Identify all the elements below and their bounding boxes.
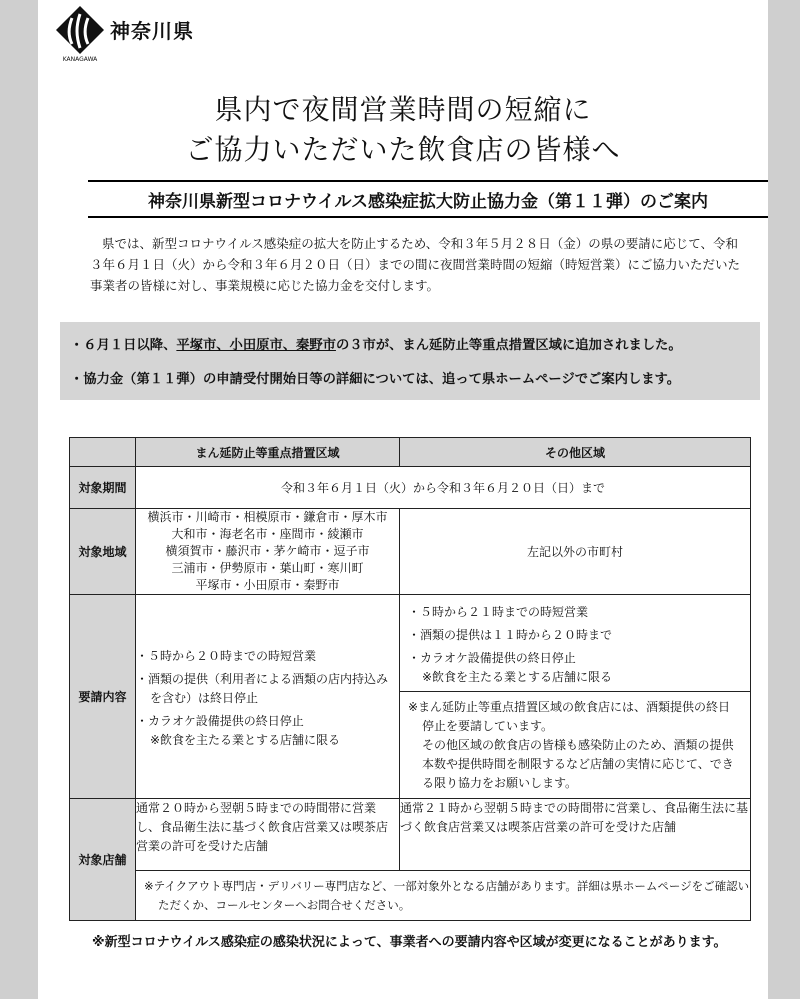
notice-line-1 bbox=[70, 334, 682, 353]
table-row-area bbox=[70, 509, 751, 595]
area-line: 横浜市・川崎市・相模原市・鎌倉市・厚木市 bbox=[147, 510, 388, 524]
request-item: ・酒類の提供（利用者による酒類の店内持込みを含む）は終日停止 bbox=[136, 672, 389, 705]
request-item: ・カラオケ設備提供の終日停止 bbox=[136, 714, 304, 728]
row-label-stores: 対象店舗 bbox=[70, 799, 136, 921]
request-note: ※飲食を主たる業とする店舗に限る bbox=[150, 733, 341, 747]
row-label-period: 対象期間 bbox=[70, 467, 136, 509]
area-line: 三浦市・伊勢原市・葉山町・寒川町 bbox=[171, 561, 364, 575]
footnote: ※新型コロナウイルス感染症の感染状況によって、事業者への要請内容や区域が変更になることがあります。 bbox=[92, 935, 727, 950]
priority-request-cell bbox=[136, 595, 400, 799]
intro-paragraph: 県では、新型コロナウイルス感染症の拡大を防止するため、令和３年５月２８日（金）の県の要請に応じて、令和３年６月１日（火）から令和３年６月２０日（日）までの間に夜間営業時間の短縮（時短営業）にご協力いただいた事業者の皆様に対し、事業規模に応じた協力金を交付します。 bbox=[90, 236, 741, 293]
table-row-period bbox=[70, 467, 751, 509]
other-area-value: 左記以外の市町村 bbox=[400, 509, 751, 595]
table-row-request bbox=[70, 595, 751, 799]
info-table bbox=[69, 437, 751, 921]
period-value: 令和３年６月１日（火）から令和３年６月２０日（日）まで bbox=[136, 467, 751, 509]
area-line: 大和市・海老名市・座間市・綾瀬市 bbox=[171, 527, 364, 541]
table-row-stores bbox=[70, 799, 751, 871]
other-request-remarks bbox=[400, 691, 750, 797]
other-stores-cell: 通常２１時から翌朝５時までの時間帯に営業し、食品衛生法に基づく飲食店営業又は喫茶店営業の許可を受けた店舗 bbox=[400, 799, 751, 871]
table-corner-cell bbox=[70, 438, 136, 467]
logo-text: 神奈川県 bbox=[110, 19, 194, 43]
request-item: ・酒類の提供は１１時から２０時まで bbox=[408, 628, 613, 642]
subtitle-banner: 神奈川県新型コロナウイルス感染症拡大防止協力金（第１１弾）のご案内 bbox=[88, 180, 768, 218]
stores-note: ※テイクアウト専門店・デリバリー専門店など、一部対象外となる店舗があります。詳細は県ホームページをご確認いただくか、コールセンターへお問合せください。 bbox=[136, 871, 751, 921]
column-header-other: その他区域 bbox=[400, 438, 751, 467]
title-line-2: ご協力いただいた飲食店の皆様へ bbox=[185, 133, 621, 166]
column-header-priority: まん延防止等重点措置区域 bbox=[136, 438, 400, 467]
priority-stores-cell: 通常２０時から翌朝５時までの時間帯に営業し、食品衛生法に基づく飲食店営業又は喫茶店営業の許可を受けた店舗 bbox=[136, 799, 400, 871]
title-line-1: 県内で夜間営業時間の短縮に bbox=[214, 93, 592, 126]
other-request-cell bbox=[400, 595, 751, 799]
row-label-area: 対象地域 bbox=[70, 509, 136, 595]
prefecture-logo bbox=[54, 4, 194, 62]
request-remark-1: ※まん延防止等重点措置区域の飲食店には、酒類提供の終日停止を要請しています。 bbox=[408, 700, 731, 733]
kanagawa-emblem-icon bbox=[54, 4, 106, 62]
request-item: ・５時から２１時までの時短営業 bbox=[408, 605, 589, 619]
notice-box bbox=[60, 322, 760, 400]
row-label-request: 要請内容 bbox=[70, 595, 136, 799]
other-request-items bbox=[400, 595, 750, 691]
request-item: ・カラオケ設備提供の終日停止 bbox=[408, 651, 576, 665]
notice-line-1-suffix: の３市が、まん延防止等重点措置区域に追加されました。 bbox=[335, 338, 682, 353]
document-page bbox=[38, 0, 768, 999]
area-line: 平塚市・小田原市・秦野市 bbox=[195, 578, 340, 592]
request-note: ※飲食を主たる業とする店舗に限る bbox=[422, 670, 613, 684]
table-row-stores-note bbox=[70, 871, 751, 921]
page-title bbox=[38, 90, 768, 170]
table-header-row bbox=[70, 438, 751, 467]
area-line: 横須賀市・藤沢市・茅ケ崎市・逗子市 bbox=[165, 544, 370, 558]
notice-line-1-prefix: ・６月１日以降、 bbox=[70, 338, 177, 353]
notice-line-2: ・協力金（第１１弾）の申請受付開始日等の詳細については、追って県ホームページでご案内します。 bbox=[70, 372, 681, 387]
logo-sub-text: KANAGAWA bbox=[62, 56, 98, 62]
request-item: ・５時から２０時までの時短営業 bbox=[136, 649, 317, 663]
request-remark-2: その他区域の飲食店の皆様も感染防止のため、酒類の提供本数や提供時間を制限するなど店舗の実情に応じて、できる限り協力をお願いします。 bbox=[422, 738, 734, 790]
priority-area-cities bbox=[136, 509, 400, 595]
notice-cities: 平塚市、小田原市、秦野市 bbox=[176, 338, 336, 353]
